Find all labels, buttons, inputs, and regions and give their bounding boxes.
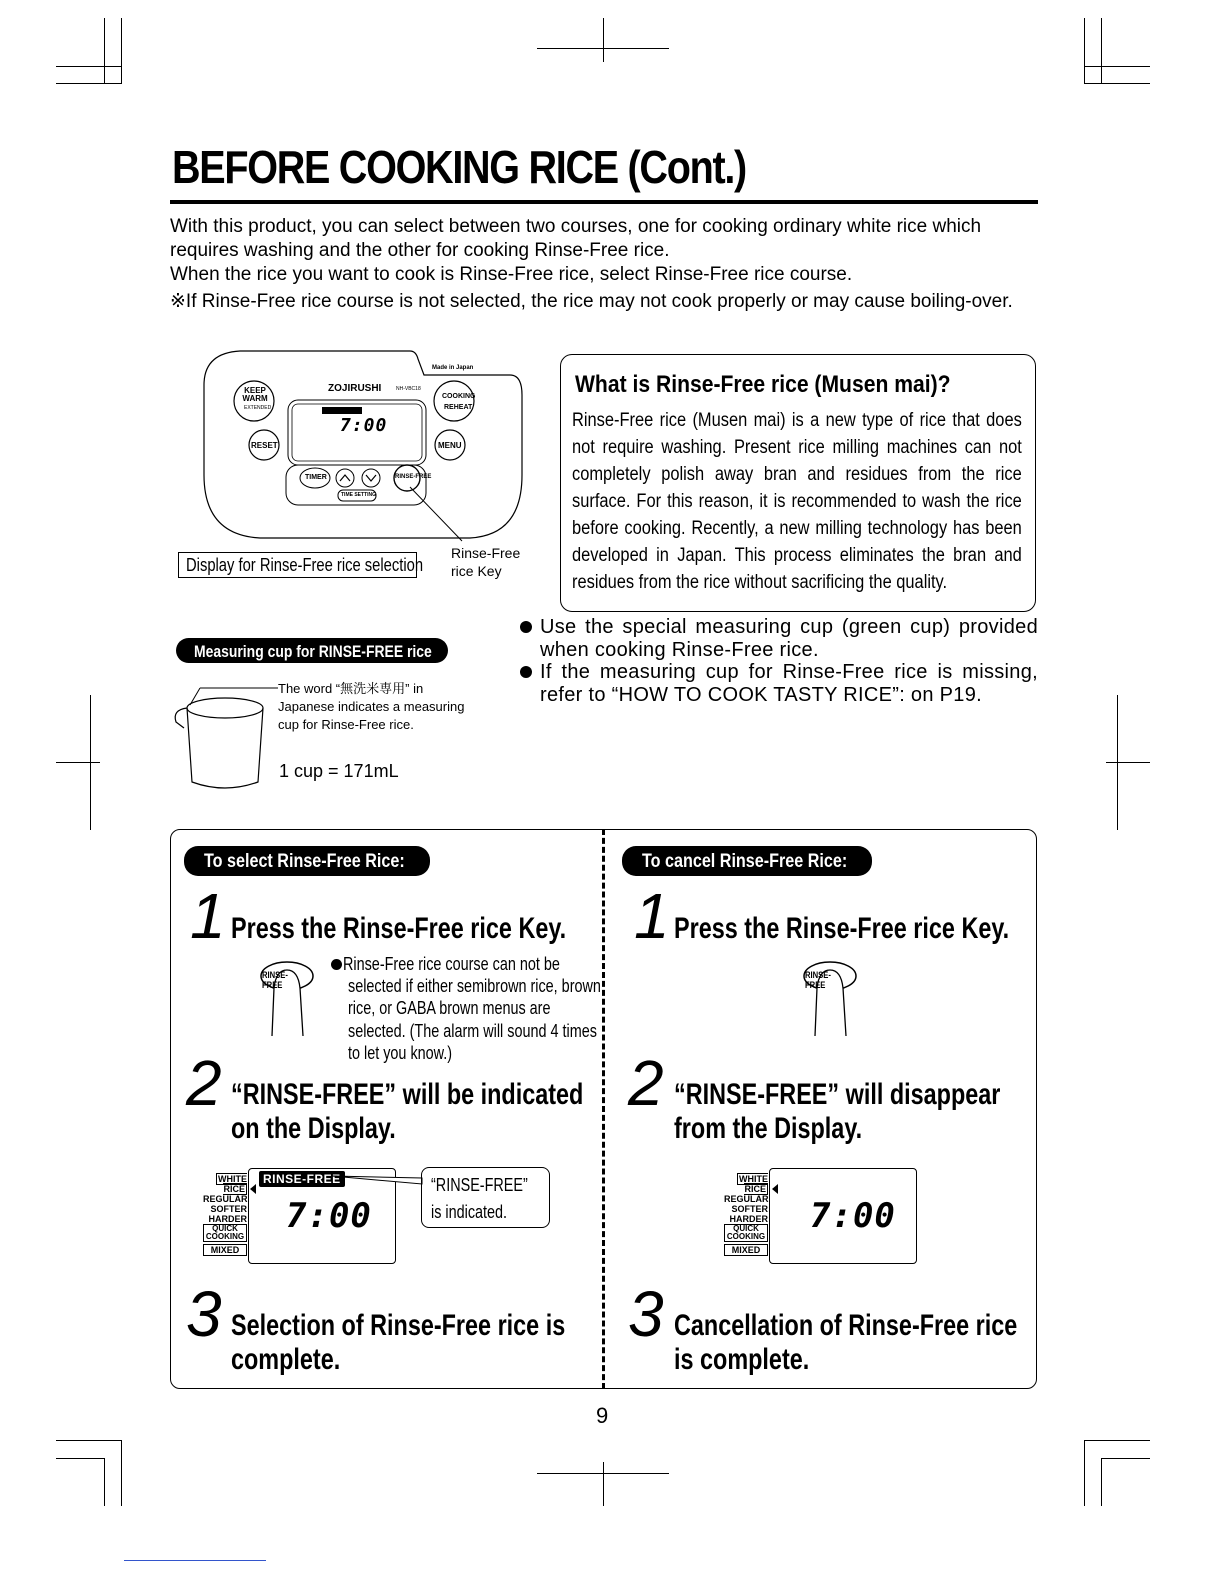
select-display-badge: RINSE-FREE [259,1171,345,1187]
cup-note-line-1: The word “無洗米専用” in [278,681,424,696]
intro [170,215,1040,314]
panel-display-time: 7:00 [340,415,388,436]
select-note-line-3: rice, or GABA brown menus are [348,998,551,1018]
cancel-key-label[interactable]: RINSE-FREE [805,970,831,990]
select-key-label[interactable]: RINSE-FREE [262,970,288,990]
select-step-3-line-2: complete. [231,1343,341,1376]
extended-label: EXTENDED [244,405,272,411]
display-caption-text: Display for Rinse-Free rice selection [186,555,424,575]
menu-white-rice: WHITE RICE [739,1174,768,1194]
select-step-2-number: 2 [186,1047,222,1119]
cancel-step-3-number: 3 [628,1278,664,1350]
menu-regular: REGULAR [203,1194,248,1204]
callout-line-2: is indicated. [431,1202,508,1222]
bullet-text-1: Use the special measuring cup (green cup) provided when cooking Rinse-Free rice. [540,616,1038,661]
cancel-step-1-number: 1 [634,880,670,952]
menu-cooking: COOKING [203,1233,247,1242]
steps-divider [602,829,605,1389]
select-step-2-line-1: “RINSE-FREE” will be indicated [231,1078,584,1111]
cup-note-line-3: cup for Rinse-Free rice. [278,717,414,732]
menu-button-label[interactable]: MENU [438,441,462,450]
panel-rinse-free-badge [322,407,362,414]
cooking-button-label[interactable]: COOKING [442,393,476,400]
page-title: BEFORE COOKING RICE (Cont.) [172,141,746,193]
measuring-cup-illustration [170,680,280,795]
reset-button-label[interactable]: RESET [251,441,278,450]
menu-harder: HARDER [729,1214,768,1224]
select-note-line-1: Rinse-Free rice course can not be [343,954,560,974]
bullet-text-2: If the measuring cup for Rinse-Free rice is missing, refer to “HOW TO COOK TASTY RICE”: on P19. [540,661,1038,706]
bullet-item [520,661,1038,706]
rinse-free-info-box [560,354,1036,612]
select-heading-text: To select Rinse-Free Rice: [204,851,405,872]
select-note-line-5: to let you know.) [348,1043,453,1063]
cancel-step-1-text: Press the Rinse-Free rice Key. [674,912,1010,945]
cancel-step-2-number: 2 [628,1047,664,1119]
bullet-dot [520,621,532,633]
bullet-item [520,616,1038,661]
select-step-1-text: Press the Rinse-Free rice Key. [231,912,567,945]
key-caption-line-1: Rinse-Free [451,545,521,561]
cancel-menu-labels [724,1174,768,1256]
cup-note [278,680,464,734]
control-panel-illustration [200,345,530,545]
menu-softer: SOFTER [731,1204,768,1214]
menu-mixed: MIXED [203,1244,247,1256]
info-body: Rinse-Free rice (Musen mai) is a new type of rice that does not require washing. Present rice milling machines can not completely polish away bran and residues from the rice surface. For this reason, it is recommended to wash the rice before cooking. Recently, a new milling technology has been developed in Japan. This process eliminates the bran and residues from the rice without sacrificing the quality. [572,410,1022,593]
cancel-display-time: 7:00 [810,1196,896,1236]
cancel-finger-key [801,958,859,1038]
select-callout [421,1167,550,1228]
cup-capacity: 1 cup = 171mL [279,761,399,781]
select-step-1-number: 1 [190,880,226,952]
rinse-free-key-caption [451,544,520,580]
select-note-line-4: selected. (The alarm will sound 4 times [348,1021,597,1041]
made-in-label: Made in Japan [432,365,474,371]
select-display-time: 7:00 [286,1196,372,1236]
intro-note: ※If Rinse-Free rice course is not selected, the rice may not cook properly or may cause boiling-over. [170,291,1013,312]
select-heading [184,846,430,876]
key-caption-line-2: rice Key [451,563,502,579]
menu-quick: QUICK [724,1224,768,1233]
timer-button-label[interactable]: TIMER [305,474,327,481]
select-note-line-2: selected if either semibrown rice, brown [348,976,601,996]
keep-warm-button-label[interactable]: KEEP WARM [242,386,268,403]
cup-bullets [520,616,1038,706]
cup-icon [170,680,280,795]
callout-line-1: “RINSE-FREE” [431,1175,528,1195]
menu-regular: REGULAR [724,1194,769,1204]
intro-line-1: With this product, you can select between two courses, one for cooking ordinary white rice which requires washing and the other for cooking Rinse-Free rice. [170,216,982,261]
control-panel-outline [200,345,530,545]
menu-softer: SOFTER [210,1204,247,1214]
cancel-step-2-line-1: “RINSE-FREE” will disappear [674,1078,1001,1111]
measuring-cup-label-text: Measuring cup for RINSE-FREE rice [194,642,432,661]
cancel-step-2-line-2: from the Display. [674,1112,863,1145]
info-heading: What is Rinse-Free rice (Musen mai)? [575,371,951,398]
brand-logo: ZOJIRUSHI [328,383,382,394]
menu-mixed: MIXED [724,1244,768,1256]
cancel-step-3-line-1: Cancellation of Rinse-Free rice [674,1309,1018,1342]
select-step-2-line-2: on the Display. [231,1112,396,1145]
menu-cooking: COOKING [724,1233,768,1242]
intro-line-2: When the rice you want to cook is Rinse-Free rice, select Rinse-Free rice course. [170,264,853,285]
title-rule [170,200,1038,204]
page-number: 9 [596,1403,609,1428]
cup-note-line-2: Japanese indicates a measuring [278,699,465,714]
reheat-button-label[interactable]: REHEAT [444,404,473,411]
menu-harder: HARDER [208,1214,247,1224]
time-setting-label[interactable]: TIME SETTING [341,492,376,498]
menu-quick: QUICK [203,1224,247,1233]
menu-white-rice: WHITE RICE [218,1174,247,1194]
callout-pointer [330,1172,430,1192]
select-step-3-number: 3 [186,1278,222,1350]
measuring-cup-label [176,638,448,663]
display-caption [178,552,424,578]
select-menu-labels [203,1174,247,1256]
cancel-step-3-line-2: is complete. [674,1343,810,1376]
bullet-dot [520,666,532,678]
select-step-3-line-1: Selection of Rinse-Free rice is [231,1309,566,1342]
cancel-heading-text: To cancel Rinse-Free Rice: [642,851,848,872]
model-number: NH-VBC18 [396,386,421,392]
rinse-free-key-label[interactable]: RINSE-FREE [395,474,432,480]
note-bullet-dot [331,959,342,970]
select-finger-key [258,958,316,1038]
cancel-heading [622,846,872,876]
